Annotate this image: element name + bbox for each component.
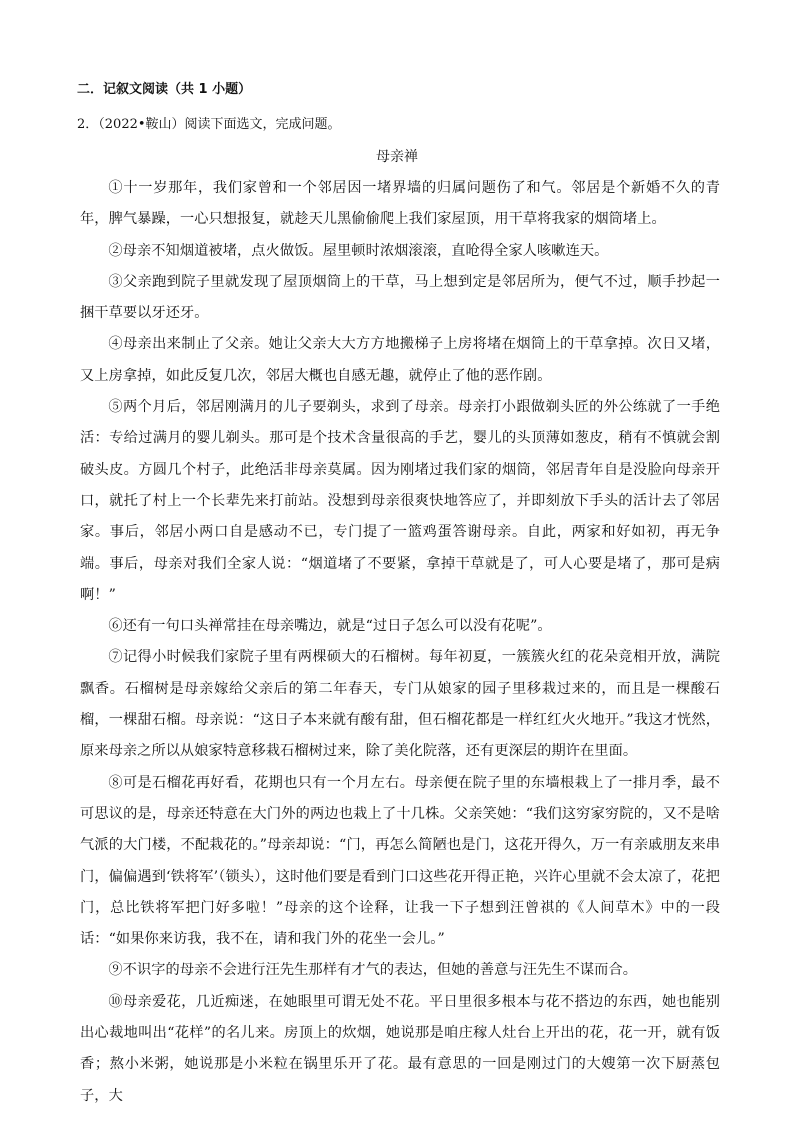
question-stem: 2．（2022•鞍山）阅读下面选文，完成问题。 (77, 117, 341, 132)
paragraph-7: ⑦记得小时候我们家院子里有两棵硕大的石榴树。每年初夏，一簇簇火红的花朵竞相开放，满院飘香。石榴树是母亲嫁给父亲后的第二年春天，专门从娘家的园子里移栽过来的，而且是一棵酸石榴，一棵甜石榴。母亲说：“这日子本来就有酸有甜，但石榴花都是一样红红火火地开。”我这才恍然，原来母亲之所以从娘家特意移栽石榴树过来，除了美化院落，还有更深层的期许在里面。 (80, 649, 720, 760)
paragraph-8: ⑧可是石榴花再好看，花期也只有一个月左右。母亲便在院子里的东墙根栽上了一排月季，最不可思议的是，母亲还特意在大门外的两边也栽上了十几株。父亲笑她：“我们这穷家穷院的，又不是啥气派的大门楼，不配栽花的。”母亲却说：“门，再怎么简陋也是门，这花开得久，万一有亲戚朋友来串门，偏偏遇到‘铁将军’（锁头），这时他们要是看到门口这些花开得正艳，兴许心里就不会太凉了，花把门，总比铁将军把门好多啦！”母亲的这个诠释，让我一下子想到汪曾祺的《人间草木》中的一段话：“如果你来访我，我不在，请和我门外的花坐一会儿。” (80, 774, 720, 948)
paragraph-5: ⑤两个月后，邻居刚满月的儿子要剃头，求到了母亲。母亲打小跟做剃头匠的外公练就了一手绝活：专给过满月的婴儿剃头。那可是个技术含量很高的手艺，婴儿的头顶薄如葱皮，稍有不慎就会割破头皮。方圆几个村子，此绝活非母亲莫属。因为刚堵过我们家的烟筒，邻居青年自是没脸向母亲开口，就托了村上一个长辈先来打前站。没想到母亲很爽快地答应了，并即刻放下手头的活计去了邻居家。事后，邻居小两口自是感动不已，专门提了一篮鸡蛋答谢母亲。自此，两家和好如初，再无争端。事后，母亲对我们全家人说：“烟道堵了不要紧，拿掉干草就是了，可人心要是堵了，那可是病啊！” (80, 399, 720, 603)
paragraph-6: ⑥还有一句口头禅常挂在母亲嘴边，就是“过日子怎么可以没有花呢”。 (108, 618, 552, 635)
article-body (80, 173, 720, 1112)
article-title: 母亲禅 (376, 149, 418, 165)
paragraph-3: ③父亲跑到院子里就发现了屋顶烟筒上的干草，马上想到定是邻居所为，便气不过，顺手抄起一捆干草要以牙还牙。 (80, 273, 720, 322)
paragraph-10: ⑩母亲爱花，几近痴迷，在她眼里可谓无处不花。平日里很多根本与花不搭边的东西，她也能别出心裁地叫出“花样”的名儿来。房顶上的炊烟，她说那是咱庄稼人灶台上开出的花，花一开，就有饭香；熬小米粥，她说那是小米粒在锅里乐开了花。最有意思的一回是刚过门的大嫂第一次下厨蒸包子，大 (80, 993, 720, 1104)
paragraph-1: ①十一岁那年，我们家曾和一个邻居因一堵界墙的归属问题伤了和气。邻居是个新婚不久的青年，脾气暴躁，一心只想报复，就趁天儿黑偷偷爬上我们家屋顶，用干草将我家的烟筒堵上。 (80, 180, 720, 228)
paragraph-4: ④母亲出来制止了父亲。她让父亲大大方方地搬梯子上房将堵在烟筒上的干草拿掉。次日又堵，又上房拿掉，如此反复几次，邻居大概也自感无趣，就停止了他的恶作剧。 (80, 336, 720, 384)
paragraph-9: ⑨不识字的母亲不会进行汪先生那样有才气的表达，但她的善意与汪先生不谋而合。 (108, 962, 638, 979)
section-heading: 二．记叙文阅读（共 1 小题） (77, 82, 252, 97)
paragraph-2: ②母亲不知烟道被堵，点火做饭。屋里顿时浓烟滚滚，直呛得全家人咳嗽连天。 (108, 242, 609, 259)
